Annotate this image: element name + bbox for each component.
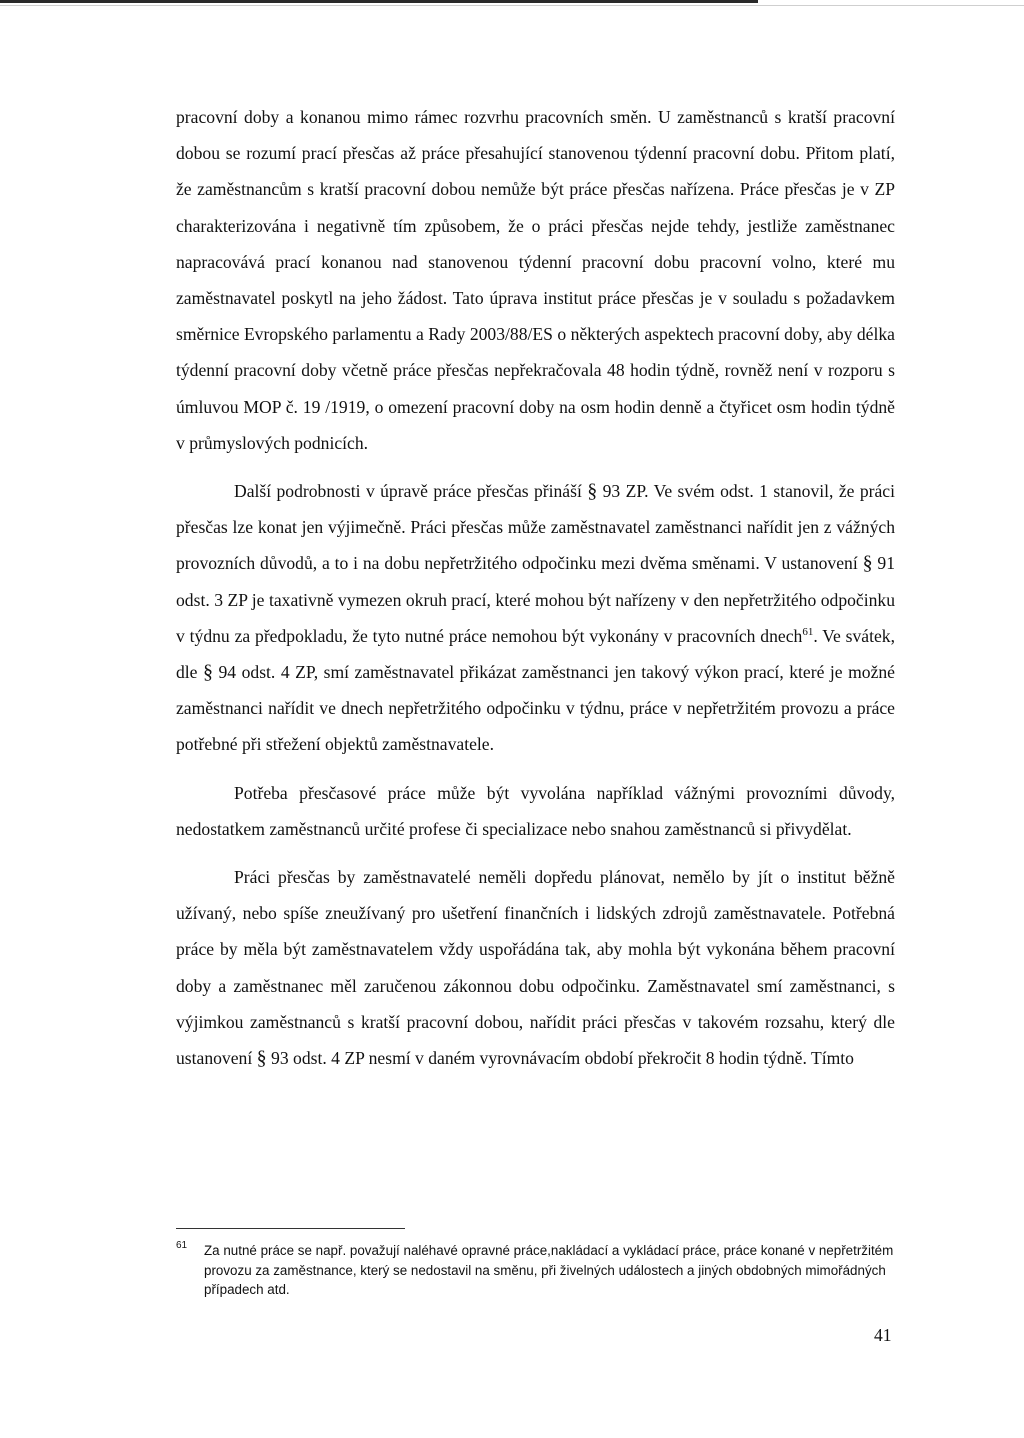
paragraph-1-text: pracovní doby a konanou mimo rámec rozvrhu pracovních směn. U zaměstnanců s kratší pracovní dobou se rozumí prací přesčas až práce přesahující stanovenou týdenní pracovní dobu. Přitom platí, že zaměstnancům s kratší pracovní dobou nemůže být práce přesčas nařízena. Práce přesčas je v ZP charakterizována i negativně tím způsobem, že o práci přesčas nejde tehdy, jestliže zaměstnanec napracovává prací konanou nad stanovenou týdenní pracovní dobu pracovní volno, které mu zaměstnavatel poskytl na jeho žádost. Tato úprava institut práce přesčas je v souladu s požadavkem směrnice Evropského parlamentu a Rady 2003/88/ES o některých aspektech pracovní doby, aby délka týdenní pracovní doby včetně práce přesčas nepřekračovala 48 hodin týdně, rovněž není v rozporu s úmluvou MOP č. 19 /1919, o omezení pracovní doby na osm hodin denně a čtyřicet osm hodin týdně v průmyslových podnicích.: [176, 107, 895, 453]
paragraph-4-text-a: Práci přesčas by zaměstnavatelé neměli dopředu plánovat, nemělo by jít o institut běžně užívaný, nebo spíše zneužívaný pro ušetření finančních i lidských zdrojů zaměstnavatele. Potřebná práce by měla být zaměstnavatelem vždy uspořádána tak, aby mohla být vykonána během pracovní doby a zaměstnanec měl zaručenou zákonnou dobu odpočinku. Zaměstnavatel smí zaměstnanci, s výjimkou zaměstnanců s kratší pracovní dobou, nařídit práci přesčas v takovém rozsahu, který dle ustanovení: [176, 867, 895, 1069]
paragraph-3: [176, 775, 895, 847]
footnote-reference[interactable]: 61: [802, 625, 814, 638]
paragraph-4-text-b: 93 odst. 4 ZP nesmí v daném vyrovnávacím období překročit 8 hodin týdně. Tímto: [266, 1048, 854, 1069]
footnote-text: Za nutné práce se např. považují naléhavé opravné práce,nakládací a vykládací práce, práce konané v nepřetržitém provozu za zaměstnance, který se nedostavil na směnu, při živelných událostech a jiných obdobných mimořádných případech atd.: [204, 1243, 894, 1298]
document-body: [176, 99, 895, 1076]
paragraph-2-text-e: 94 odst. 4 ZP, smí zaměstnavatel přikázat zaměstnanci jen takový výkon prací, které je možné zaměstnanci nařídit ve dnech nepřetržitého odpočinku v týdnu, práce v nepřetržitém provozu a práce potřebné při střežení objektů zaměstnavatele.: [176, 662, 895, 755]
section-sign: §: [587, 480, 598, 503]
paragraph-2-text-c: 91 odst. 3 ZP je taxativně vymezen okruh prací, které mohou být nařízeny v den nepřetržitého odpočinku v týdnu za předpokladu, že tyto nutné práce nemohou být vykonány v pracovních dnech: [176, 553, 895, 646]
paragraph-3-text: Potřeba přesčasové práce může být vyvolána například vážnými provozními důvody, nedostatkem zaměstnanců určité profese či specializace nebo snahou zaměstnanců si přivydělat.: [176, 782, 895, 839]
page-number: 41: [874, 1325, 892, 1345]
paragraph-2-text-b: 93 ZP. Ve svém odst. 1 stanovil, že práci přesčas lze konat jen výjimečně. Práci přesčas může zaměstnavatel zaměstnanci nařídit jen z vážných provozních důvodů, a to i na dobu nepřetržitého odpočinku mezi dvěma směnami. V ustanovení: [176, 481, 895, 574]
footnote-number: 61: [176, 1240, 188, 1251]
footnote: [176, 1241, 895, 1300]
paragraph-4: [176, 859, 895, 1076]
paragraph-2-text-d: . Ve svátek, dle: [176, 625, 895, 683]
section-sign: §: [203, 661, 213, 684]
paragraph-2: [176, 473, 895, 763]
scan-top-border: [0, 0, 1024, 6]
footnote-separator: [176, 1228, 405, 1229]
paragraph-1: [176, 99, 895, 461]
paragraph-2-text-a: Další podrobnosti v úpravě práce přesčas přináší: [234, 481, 588, 502]
section-sign: §: [862, 552, 873, 575]
section-sign: §: [256, 1047, 267, 1070]
